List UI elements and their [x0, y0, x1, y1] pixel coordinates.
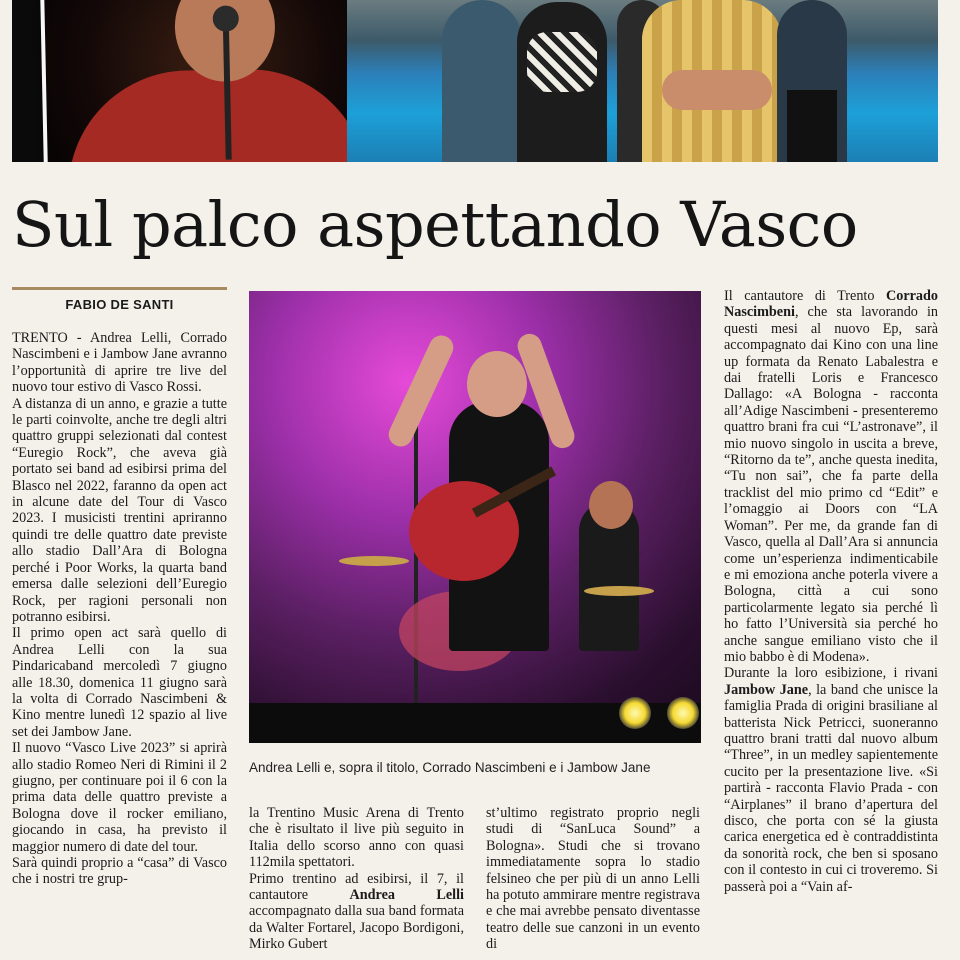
- singer-head: [467, 351, 527, 417]
- text-run: Durante la loro esibizione, i rivani: [724, 665, 938, 682]
- stage-light: [619, 697, 651, 729]
- text-run: accompagnato dalla sua band formata da Walter Fortarel, Jacopo Bordigoni, Mirko Gubert: [249, 903, 464, 953]
- tilted-photo-card: [40, 0, 377, 162]
- band-member-2: [517, 2, 607, 162]
- boots: [787, 90, 837, 162]
- artist-name-bold: Corrado Nascimbeni: [724, 288, 938, 321]
- artist-name-bold: Andrea Lelli: [349, 887, 464, 904]
- photo-corrado-nascimbeni: [12, 0, 347, 162]
- paragraph: st’ultimo registrato proprio negli studi di “SanLuca Sound” a Bologna». Studi che si trovano immediatamente sopra lo stadio felsineo che per più di un anno Lelli ha potuto ammirare mentre registrava e che mai avrebbe pensato diventasse teatro delle sue canzoni in un evento di: [486, 805, 700, 953]
- cymbal: [584, 586, 654, 596]
- text-run: , la band che unisce la famiglia Prada di origini brasiliane al batterista Nick Petricci, suoneranno quattro brani tratti dal nuovo album “Three”, in un medley sapientemente cucito per la presentazione live. «Si partirà - racconta Flavio Prada - con “Airplanes” il brano d’apertura del disco, che porta con sé la giusta carica energetica ed è contraddistinta da sonorità rock, che ben si sposano con il contesto in cui ci troveremo. Si passerà poi a “Vain af-: [724, 681, 938, 895]
- raised-arm-left: [385, 332, 457, 451]
- band-member-4: [642, 0, 782, 162]
- photo-caption: Andrea Lelli e, sopra il titolo, Corrado Nascimbeni e i Jambow Jane: [249, 760, 651, 775]
- byline: FABIO DE SANTI: [65, 297, 174, 312]
- text-run: , che sta lavorando in questi mesi al nuovo Ep, sarà accompagnato dai Kino con una line up formata da Renato Labalestra e dai fratelli Loris e Francesco Dallago: «A Bologna - racconta all’Adige Nascimbeni - presenteremo quattro brani fra cui “L’astronave”, il mio nuovo singolo in uscita a breve, “Ritorno da te”, anche questa inedita, “Tu non sai”, che fa parte della tracklist del mio primo cd “Edit” e l’omaggio ai Doors con “LA Woman”. Per me, da grande fan di Vasco, quella al Dall’Ara si annuncia come un’esperienza indimenticabile e mi emoziona anche poterla vivere a Bologna, città a cui sono particolarmente legato sia perché lì ho fatto l’Università sia perché ho anche sangue emiliano visto che il mio babbo è di Modena».: [724, 304, 938, 665]
- column-2: [249, 805, 464, 953]
- band-member-1: [442, 0, 522, 162]
- tattooed-arm: [662, 70, 772, 110]
- band-member-5: [777, 0, 847, 162]
- paragraph: la Trentino Music Arena di Trento che è risultato il live più seguito in Italia dello scorso anno con quasi 112mila spettatori.: [249, 805, 464, 871]
- cymbal: [339, 556, 409, 566]
- artist-name-bold: Jambow Jane: [724, 681, 809, 698]
- text-run: Primo trentino ad esibirsi, il 7, il cantautore: [249, 870, 464, 904]
- drummer-head: [589, 481, 633, 529]
- column-3: [486, 805, 700, 953]
- paragraph: Il nuovo “Vasco Live 2023” si aprirà allo stadio Romeo Neri di Rimini il 2 giugno, per continuare poi il 6 con la prima data delle quattro previste a Bologna dove il rocker emiliano, giocando in casa, ha previsto il maggior numero di date del tour.: [12, 740, 227, 855]
- article-headline: Sul palco aspettando Vasco: [12, 188, 858, 261]
- byline-rule: [12, 287, 227, 290]
- paragraph: [249, 871, 464, 953]
- zebra-top: [527, 32, 597, 92]
- stage-light: [667, 697, 699, 729]
- text-run: Il cantautore di Trento: [724, 288, 886, 304]
- paragraph: [724, 665, 938, 895]
- photo-jambow-jane: [347, 0, 938, 162]
- paragraph: A distanza di un anno, e grazie a tutte le parti coinvolte, anche tre degli altri quattro gruppi selezionati dal contest “Euregio Rock”, che aveva già portato sei band ad esibirsi prima del Blasco nel 2022, faranno da open act in alcune date del Tour di Vasco 2023. I musicisti trentini apriranno quindi tre delle quattro date previste allo stadio Dall’Ara di Bologna perché i Poor Works, la quarta band emersa dalle selezioni dell’Euregio Rock, per ragioni personali non potranno esibirsi.: [12, 395, 227, 625]
- column-4: [724, 288, 938, 895]
- mic-stand: [414, 421, 418, 741]
- top-photo-strip: [12, 0, 938, 162]
- column-1: [12, 330, 227, 888]
- paragraph: Il primo open act sarà quello di Andrea Lelli con la sua Pindaricaband mercoledì 7 giugno alle 18.30, domenica 11 giugno sarà la volta di Corrado Nascimbeni & Kino mentre lunedì 12 spazio al live set dei Jambow Jane.: [12, 625, 227, 740]
- paragraph: TRENTO - Andrea Lelli, Corrado Nascimbeni e i Jambow Jane avranno l’opportunità di aprire tre live del nuovo tour estivo di Vasco Rossi.: [12, 330, 227, 396]
- paragraph: Sarà quindi proprio a “casa” di Vasco che i nostri tre grup-: [12, 855, 227, 888]
- paragraph: [724, 288, 938, 665]
- photo-andrea-lelli: [249, 291, 701, 743]
